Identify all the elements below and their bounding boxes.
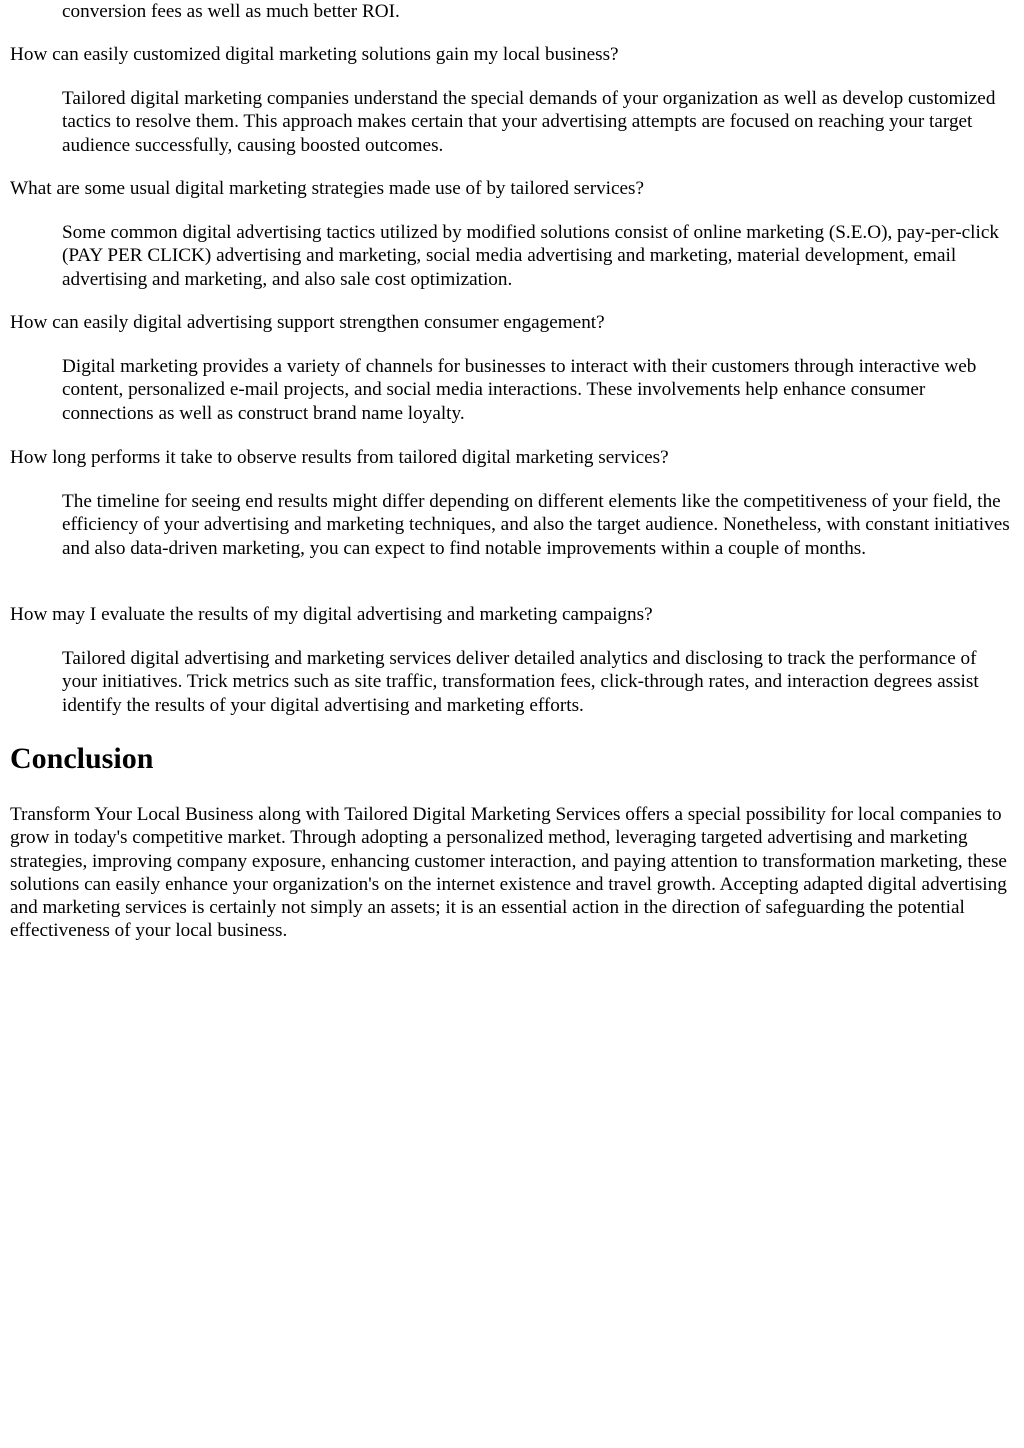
- faq-question: How can easily digital advertising support strengthen consumer engagement?: [10, 312, 605, 333]
- faq-answer: The timeline for seeing end results might differ depending on different elements like the competitiveness of your field, the efficiency of your advertising and marketing techniques, and also the target audience. Nonetheless, with constant initiatives and also data-driven marketing, you can expect to find notable improvements within a couple of months.: [62, 491, 1010, 559]
- faq-question: What are some usual digital marketing strategies made use of by tailored services?: [10, 178, 645, 199]
- faq-answer: Some common digital advertising tactics utilized by modified solutions consist of online marketing (S.E.O), pay-per-click (PAY PER CLICK) advertising and marketing, social media advertising and marketing, material development, email advertising and marketing, and also sale cost optimization.: [62, 222, 999, 290]
- faq-question: How long performs it take to observe results from tailored digital marketing services?: [10, 447, 669, 468]
- faq-question: How may I evaluate the results of my digital advertising and marketing campaigns?: [10, 604, 653, 625]
- faq-answer: Tailored digital advertising and marketing services deliver detailed analytics and disclosing to track the performance of your initiatives. Trick metrics such as site traffic, transformation fees, click-through rates, and interaction degrees assist identify the results of your digital advertising and marketing efforts.: [62, 648, 979, 716]
- faq-question: How can easily customized digital marketing solutions gain my local business?: [10, 44, 619, 65]
- faq-answer: Tailored digital marketing companies understand the special demands of your organization as well as develop customized tactics to resolve them. This approach makes certain that your advertising attempts are focused on reaching your target audience successfully, causing boosted outcomes.: [62, 88, 996, 156]
- intro-answer-fragment: conversion fees as well as much better ROI.: [62, 1, 400, 22]
- conclusion-paragraph: Transform Your Local Business along with Tailored Digital Marketing Services offers a special possibility for local companies to grow in today's competitive market. Through adopting a personalized method, leveraging targeted advertising and marketing strategies, improving company exposure, enhancing customer interaction, and paying attention to transformation marketing, these solutions can easily enhance your organization's on the internet existence and travel growth. Accepting adapted digital advertising and marketing services is certainly not simply an assets; it is an essential action in the direction of safeguarding the potential effectiveness of your local business.: [10, 804, 1007, 942]
- faq-answer: Digital marketing provides a variety of channels for businesses to interact with their customers through interactive web content, personalized e-mail projects, and social media interactions. These involvements help enhance consumer connections as well as construct brand name loyalty.: [62, 356, 977, 424]
- section-heading-conclusion: Conclusion: [10, 742, 154, 775]
